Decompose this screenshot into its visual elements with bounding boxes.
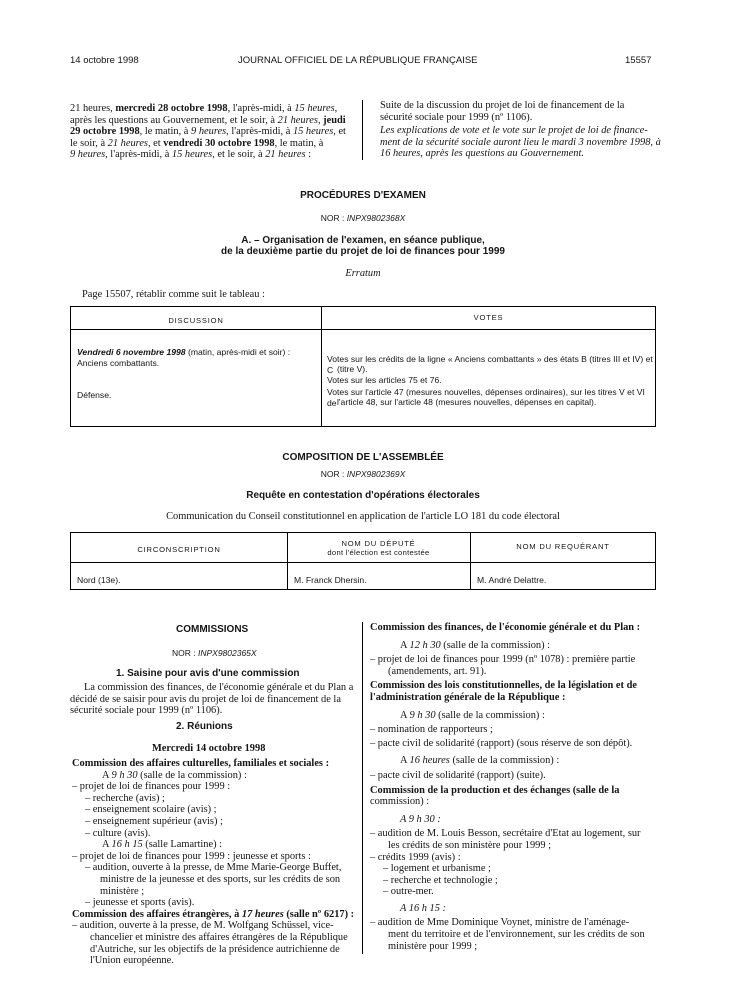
agenda-item: les crédits de son ministère pour 1999 ; [388,839,552,851]
table-date-rest: (matin, après-midi et soir) : [185,347,291,357]
top-left-paragraph [70,103,355,161]
table-cell: Nord (13e). [77,575,121,585]
agenda-item: – audition de M. Louis Besson, secrétaire d'Etat au logement, sur [370,828,641,840]
text-line: 21 heures, mercredi 28 octobre 1998, l'après-midi, à 15 heures, [70,103,338,114]
erratum: Erratum [345,268,381,279]
table-divider [321,307,322,426]
text-line: Suite de la discussion du projet de loi de financement de la [380,100,625,111]
text-line: sécurité sociale pour 1999 (nº 1106). [70,705,223,717]
column-subheader: dont l'élection est contestée [327,548,430,557]
agenda-item: – projet de loi de finances pour 1999 : jeunesse et sports : [72,850,311,862]
agenda-subitem: – outre-mer. [383,886,434,898]
section-title: COMMISSIONS [176,624,249,635]
table-cell: Anciens combattants. [77,358,160,368]
agenda-item: – projet de loi de finances pour 1999 (nº 1078) : première partie [370,654,636,666]
table-divider [71,329,655,330]
meeting-time: A 9 h 30 (salle de la commission) : [102,769,247,781]
saisine-paragraph [70,682,355,717]
table-cell: Défense. [77,390,112,400]
agenda-subitem: ministre de la jeunesse et des sports, sur les crédits de son [100,873,341,885]
meeting-date: Mercredi 14 octobre 1998 [152,743,266,754]
agenda-subitem: ministère ; [100,885,145,897]
subtitle: A. – Organisation de l'examen, en séance publique, [241,235,485,246]
table-cell: M. André Delattre. [477,575,547,585]
text-line: Les explications de vote et le vote sur le projet de loi de finance- [380,125,648,137]
table-divider [71,562,655,563]
journal-title: JOURNAL OFFICIEL DE LA RÉPUBLIQUE FRANÇAISE [238,55,478,66]
table-cell [77,347,290,358]
page-number: 15557 [625,55,652,66]
agenda-item: – audition, ouverte à la presse, de M. Wolfgang Schüssel, vice- [72,920,334,932]
commission-title: Commission de la production et des échanges (salle de la [370,784,620,796]
agenda-item: – pacte civil de solidarité (rapport) (sous réserve de son dépôt). [370,737,633,749]
meeting-time: A 16 h 15 : [400,902,446,914]
column-header: CIRCONSCRIPTION [137,545,221,554]
agenda-item: (amendements, art. 91). [388,665,487,677]
agenda-subitem: – recherche (avis) ; [85,792,165,804]
agenda-item: – audition de Mme Dominique Voynet, ministre de l'aménage- [370,917,630,929]
right-commissions [370,622,660,952]
agenda-item: ment du territoire et de l'environnement, sur les crédits de son [388,929,645,941]
text-line: le soir, à 21 heures, et vendredi 30 octobre 1998, le matin, à [70,137,324,149]
agenda-subitem: – audition, ouverte à la presse, de Mme Marie-George Buffet, [85,862,342,874]
table-cell: l'article 48, sur l'article 48 (mesures nouvelles, dépenses en capital). [337,397,597,407]
nor-code: INPX9802369X [346,469,406,479]
table-cell: Votes sur les crédits de la ligne « Anciens combattants » des états B (titres III et IV) et C [327,354,653,375]
commission-title-cont: commission) : [370,796,430,808]
left-commissions [72,758,362,967]
meeting-time: A 16 heures (salle de la commission) : [400,755,560,767]
table-cell: Votes sur les articles 75 et 76. [327,375,442,385]
communication-intro: Communication du Conseil constitutionnel en application de l'article LO 181 du code électoral [166,511,560,522]
commission-title: Commission des finances, de l'économie générale et du Plan : [370,622,641,633]
agenda-item: ministère pour 1999 ; [388,940,478,952]
agenda-subitem: – culture (avis). [85,827,151,839]
column-divider [362,622,363,954]
text-line: La commission des finances, de l'économie générale et du Plan a [84,682,354,693]
text-line: sécurité sociale pour 1999 (nº 1106). [380,111,533,123]
top-right-paragraph [380,100,661,160]
subsection-title: 1. Saisine pour avis d'une commission [116,668,300,679]
text-line: ment de la sécurité sociale auront lieu le mardi 3 novembre 1998, à [380,136,661,148]
nor-code: INPX9802365X [197,648,257,658]
table-date: Vendredi 6 novembre 1998 [77,347,186,357]
agenda-subitem: – jeunesse et sports (avis). [85,897,195,909]
contestation-table [70,532,656,590]
agenda-subitem: – recherche et technologie ; [383,874,498,886]
commission-title: Commission des affaires culturelles, familiales et sociales : [72,758,330,769]
meeting-time: A 9 h 30 (salle de la commission) : [400,709,545,721]
nor-line [172,648,257,660]
agenda-item: – projet de loi de finances pour 1999 : [72,781,231,793]
votes-table [70,306,656,427]
table-cell: (titre V). [337,364,368,374]
subtitle: Requête en contestation d'opérations électorales [246,490,480,501]
text-line: décidé de se saisir pour avis du projet de loi de financement de la [70,693,341,705]
meeting-time: A 12 h 30 (salle de la commission) : [400,639,551,651]
agenda-item: l'Union européenne. [90,955,174,967]
nor-label: NOR : [320,469,347,479]
column-divider [362,100,363,160]
agenda-item: – crédits 1999 (avis) : [370,851,461,863]
column-header: NOM DU DÉPUTÉ [341,539,416,548]
nor-label: NOR : [320,213,347,223]
agenda-item: chancelier et ministre des affaires étrangères de la République [90,931,348,943]
meeting-time: A 9 h 30 : [400,813,441,825]
table-cell: Votes sur l'article 47 (mesures nouvelles, dépenses ordinaires), sur les titres V et VI de [327,387,645,408]
header-date: 14 octobre 1998 [70,55,139,66]
meeting-time: A 16 h 15 (salle Lamartine) : [102,839,223,851]
text-line: 29 octobre 1998, le matin, à 9 heures, l'après-midi, à 15 heures, et [70,126,346,138]
nor-code: INPX9802368X [346,213,406,223]
commission-title: Commission des affaires étrangères, à 17 heures (salle nº 6217) : [72,908,355,920]
section-title: COMPOSITION DE L'ASSEMBLÉE [282,452,444,463]
commission-title: l'administration générale de la République : [370,691,566,703]
agenda-subitem: – enseignement scolaire (avis) ; [85,804,217,816]
agenda-item: – pacte civil de solidarité (rapport) (suite). [370,769,546,781]
agenda-item: d'Autriche, sur les objectifs de la présidence autrichienne de [90,943,340,955]
column-header: DISCUSSION [168,316,224,325]
erratum-intro: Page 15507, rétablir comme suit le tableau : [82,289,265,300]
section-title: PROCÉDURES D'EXAMEN [300,190,426,201]
nor-label: NOR : [172,648,198,658]
column-header: NOM DU REQUÉRANT [516,542,610,551]
column-header: VOTES [473,313,504,322]
table-cell: M. Franck Dhersin. [294,575,367,585]
agenda-subitem: – enseignement supérieur (avis) ; [85,815,223,827]
agenda-item: – nomination de rapporteurs ; [370,724,493,736]
text-line: après les questions au Gouvernement, et le soir, à 21 heures, jeudi [70,114,346,126]
text-line: 9 heures, l'après-midi, à 15 heures, et le soir, à 21 heures : [70,149,311,161]
text-line: 16 heures, après les questions au Gouvernement. [380,148,584,160]
nor-line [70,213,656,225]
nor-line [70,469,656,481]
commission-title: Commission des lois constitutionnelles, de la législation et de [370,680,637,692]
subtitle: de la deuxième partie du projet de loi de finances pour 1999 [221,246,505,257]
agenda-subitem: – logement et urbanisme ; [383,863,491,875]
subsection-title: 2. Réunions [176,721,233,732]
